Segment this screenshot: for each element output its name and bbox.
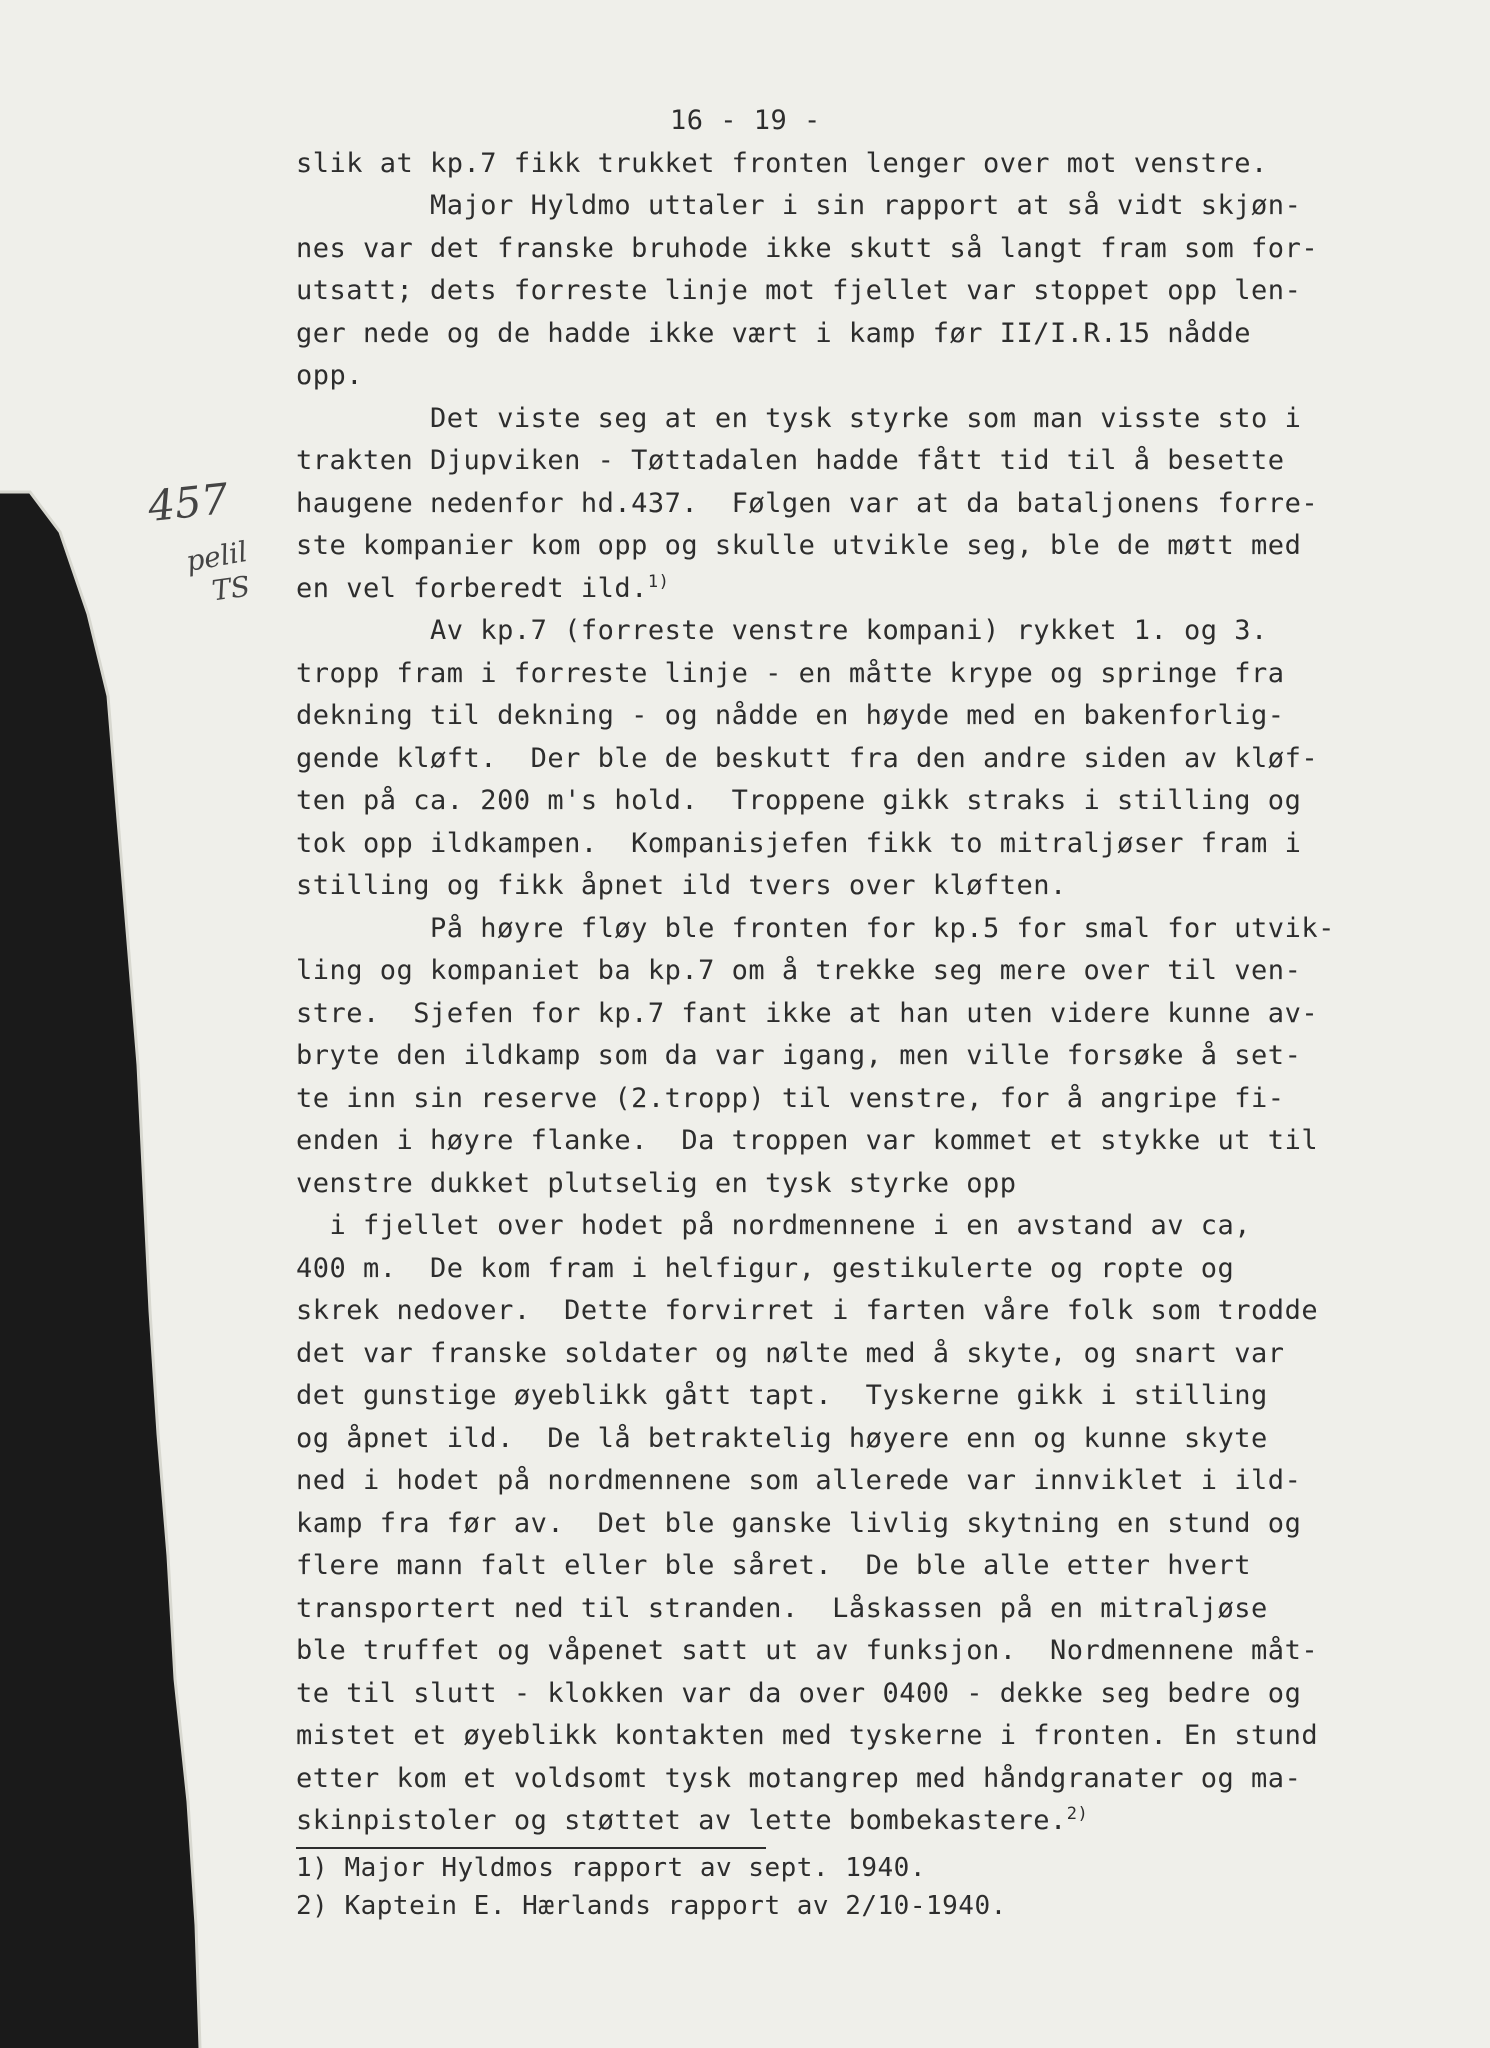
margin-initials-2: TS: [209, 569, 252, 608]
margin-initials: pelil: [183, 534, 250, 579]
text-line: mistet et øyeblikk kontakten med tyskerne i fronten. En stund: [296, 1720, 1319, 1751]
text-line: det var franske soldater og nølte med å skyte, og snart var: [296, 1337, 1285, 1369]
text-line: Det viste seg at en tysk styrke som man visste sto i: [296, 402, 1302, 434]
text-line: kamp fra før av. Det ble ganske livlig skytning en stund og: [296, 1507, 1302, 1539]
text-line: venstre dukket plutselig en tysk styrke opp: [296, 1167, 1017, 1199]
text-line: og åpnet ild. De lå betraktelig høyere enn og kunne skyte: [296, 1422, 1268, 1454]
footnote-marker: 2): [1066, 1804, 1089, 1824]
text-line: ten på ca. 200 m's hold. Troppene gikk straks i stilling og: [296, 785, 1302, 816]
text-line: tok opp ildkampen. Kompanisjefen fikk to mitraljøser fram i: [296, 827, 1302, 859]
text-line: haugene nedenfor hd.437. Følgen var at da bataljonens forre-: [296, 487, 1319, 519]
text-line: i fjellet over hodet på nordmennene i en avstand av ca,: [296, 1210, 1252, 1241]
footnote: 1) Major Hyldmos rapport av sept. 1940.: [296, 1852, 926, 1883]
text-line: opp.: [296, 360, 364, 391]
text-line: ste kompanier kom opp og skulle utvikle seg, ble de møtt med: [296, 530, 1302, 561]
text-line: slik at kp.7 fikk trukket fronten lenger over mot venstre.: [296, 147, 1268, 179]
text-line: stilling og fikk åpnet ild tvers over kløften.: [296, 870, 1067, 901]
text-line: På høyre fløy ble fronten for kp.5 for smal for utvik-: [296, 912, 1335, 944]
text-line: te til slutt - klokken var da over 0400 - dekke seg bedre og: [296, 1677, 1302, 1709]
text-line: tropp fram i forreste linje - en måtte krype og springe fra: [296, 657, 1285, 689]
text-line: stre. Sjefen for kp.7 fant ikke at han uten videre kunne av-: [296, 997, 1319, 1029]
footnote: 2) Kaptein E. Hærlands rapport av 2/10-1940.: [296, 1890, 1007, 1921]
text-line: skrek nedover. Dette forvirret i farten våre folk som trodde: [296, 1295, 1319, 1326]
margin-page-number: 457: [145, 473, 231, 532]
text-line: transportert ned til stranden. Låskassen på en mitraljøse: [296, 1592, 1268, 1624]
text-line: utsatt; dets forreste linje mot fjellet var stoppet opp len-: [296, 275, 1302, 306]
text-line: te inn sin reserve (2.tropp) til venstre, for å angripe fi-: [296, 1082, 1285, 1114]
text-line-with-footnote: [296, 568, 1376, 611]
text-line: Av kp.7 (forreste venstre kompani) rykket 1. og 3.: [296, 615, 1268, 646]
text-line: ger nede og de hadde ikke vært i kamp før II/I.R.15 nådde: [296, 317, 1252, 349]
text-line: ble truffet og våpenet satt ut av funksjon. Nordmennene måt-: [296, 1635, 1319, 1666]
text-line: en vel forberedt ild.: [296, 572, 648, 604]
text-line: dekning til dekning - og nådde en høyde med en bakenforlig-: [296, 700, 1285, 731]
text-line: skinpistoler og støttet av lette bombekastere.: [296, 1805, 1067, 1836]
footnote-marker: 1): [647, 571, 670, 592]
text-line: Major Hyldmo uttaler i sin rapport at så vidt skjøn-: [296, 190, 1302, 221]
text-line: ned i hodet på nordmennene som allerede var innviklet i ild-: [296, 1465, 1302, 1496]
text-line: nes var det franske bruhode ikke skutt så langt fram som for-: [296, 232, 1319, 264]
text-line: flere mann falt eller ble såret. De ble alle etter hvert: [296, 1550, 1252, 1581]
text-line: 400 m. De kom fram i helfigur, gestikulerte og ropte og: [296, 1252, 1235, 1284]
text-line-with-footnote: [296, 1800, 1376, 1843]
page-header: 16 - 19 -: [670, 105, 821, 136]
text-line: ling og kompaniet ba kp.7 om å trekke seg mere over til ven-: [296, 955, 1302, 986]
text-line: gende kløft. Der ble de beskutt fra den andre siden av kløf-: [296, 742, 1319, 774]
text-line: etter kom et voldsomt tysk motangrep med håndgranater og ma-: [296, 1762, 1302, 1794]
text-line: det gunstige øyeblikk gått tapt. Tyskerne gikk i stilling: [296, 1380, 1268, 1411]
typed-text-block: [296, 100, 1376, 1925]
text-line: trakten Djupviken - Tøttadalen hadde fått tid til å besette: [296, 445, 1285, 476]
text-line: enden i høyre flanke. Da troppen var kommet et stykke ut til: [296, 1125, 1319, 1156]
text-line: bryte den ildkamp som da var igang, men ville forsøke å set-: [296, 1040, 1302, 1071]
